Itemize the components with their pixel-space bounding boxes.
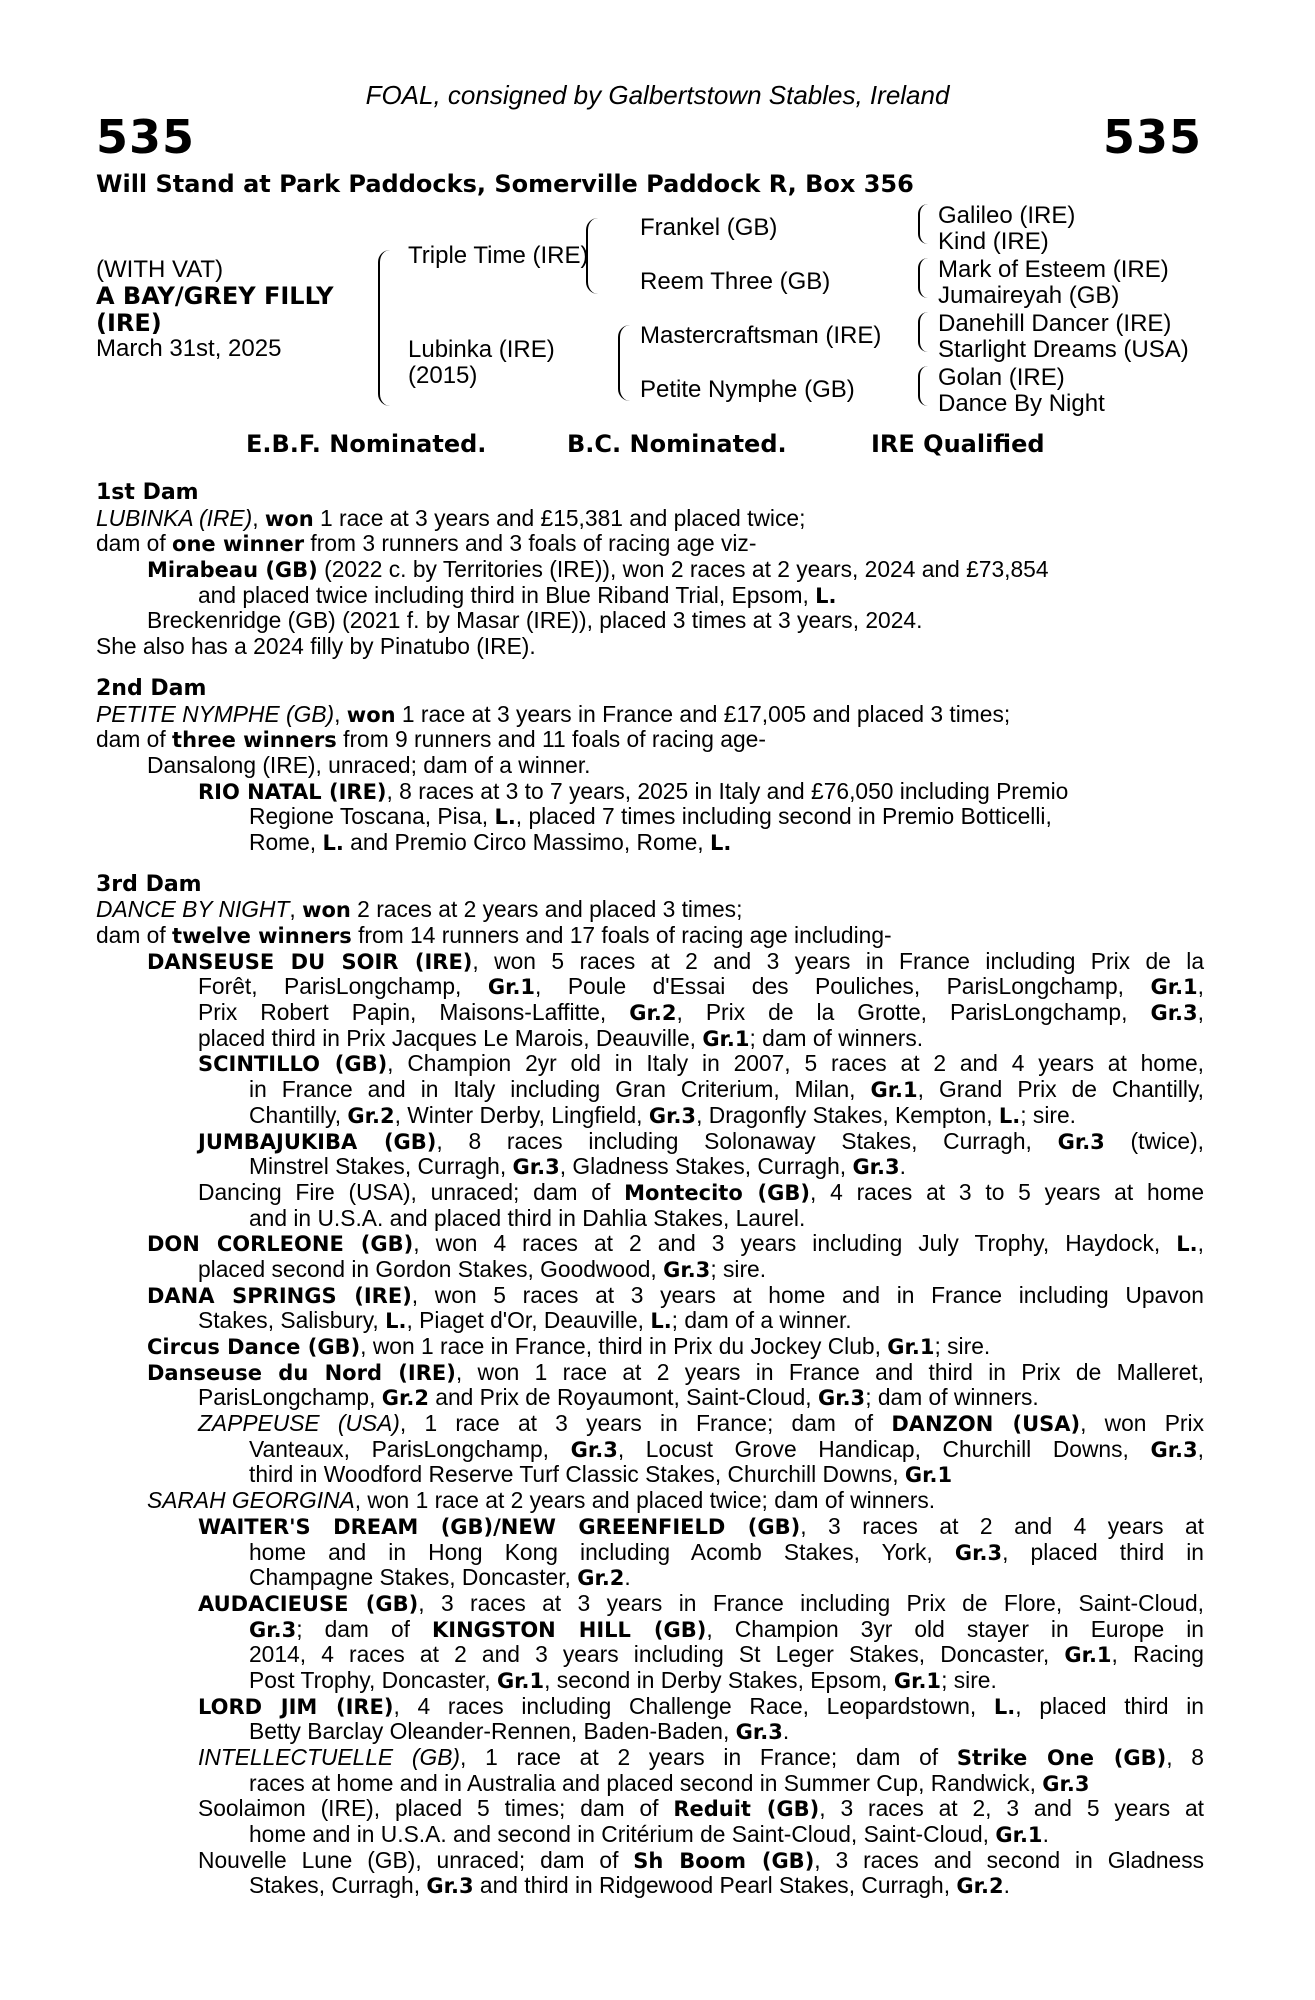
- third-dam-progeny-line: Vanteaux, ParisLongchamp, Gr.3, Locust Grove Handicap, Churchill Downs, Gr.3,: [249, 1435, 1204, 1462]
- third-dam-progeny-line: placed second in Gordon Stakes, Goodwood, Gr.3; sire.: [198, 1255, 767, 1282]
- third-dam-progeny-line: LORD JIM (IRE), 4 races including Challenge Race, Leopardstown, L., placed third in: [198, 1692, 1204, 1719]
- horse-description: A BAY/GREY FILLY: [96, 282, 334, 310]
- third-dam-progeny-line: races at home and in Australia and placed second in Summer Cup, Randwick, Gr.3: [249, 1769, 1090, 1796]
- first-dam-summary: LUBINKA (IRE), won 1 race at 3 years and £15,381 and placed twice;: [96, 504, 806, 531]
- third-dam-progeny-line: Soolaimon (IRE), placed 5 times; dam of Reduit (GB), 3 races at 2, 3 and 5 years at: [198, 1795, 1204, 1822]
- dsd: Starlight Dreams (USA): [938, 336, 1189, 363]
- third-dam-progeny-line: DANSEUSE DU SOIR (IRE), won 5 races at 2 and 3 years in France including Prix de la: [147, 947, 1204, 974]
- first-dam-produce: dam of one winner from 3 runners and 3 foals of racing age viz-: [96, 530, 757, 557]
- third-dam-progeny-line: ZAPPEUSE (USA), 1 race at 3 years in France; dam of DANZON (USA), won Prix: [198, 1410, 1204, 1437]
- third-dam-progeny-line: and in U.S.A. and placed third in Dahlia Stakes, Laurel.: [249, 1204, 806, 1231]
- third-dam-progeny-line: Forêt, ParisLongchamp, Gr.1, Poule d'Essai des Pouliches, ParisLongchamp, Gr.1,: [198, 973, 1205, 1000]
- dd-brace: [918, 366, 928, 406]
- ds-brace: [918, 312, 928, 352]
- dam-dam: Petite Nymphe (GB): [640, 376, 855, 403]
- third-dam-progeny-line: SCINTILLO (GB), Champion 2yr old in Italy in 2007, 5 races at 2 and 4 years at home,: [198, 1050, 1204, 1077]
- sds: Mark of Esteem (IRE): [938, 256, 1169, 283]
- second-dam-heading: 2nd Dam: [96, 675, 207, 701]
- third-dam-progeny-line: Stakes, Salisbury, L., Piaget d'Or, Deauville, L.; dam of a winner.: [198, 1307, 852, 1334]
- ebf-nomination: E.B.F. Nominated.: [246, 430, 487, 458]
- progeny-mirabeau: Mirabeau (GB) (2022 c. by Territories (IRE)), won 2 races at 2 years, 2024 and £73,854: [147, 556, 1049, 583]
- dam-year: (2015): [408, 362, 478, 389]
- third-dam-progeny-line: Circus Dance (GB), won 1 race in France, third in Prix du Jockey Club, Gr.1; sire.: [147, 1333, 991, 1359]
- third-dam-progeny-line: ParisLongchamp, Gr.2 and Prix de Royaumont, Saint-Cloud, Gr.3; dam of winners.: [198, 1384, 1039, 1411]
- dam: Lubinka (IRE): [408, 336, 555, 363]
- third-dam-progeny-line: JUMBAJUKIBA (GB), 8 races including Solonaway Stakes, Curragh, Gr.3 (twice),: [198, 1127, 1205, 1154]
- dam-sire: Mastercraftsman (IRE): [640, 322, 882, 349]
- third-dam-progeny-line: SARAH GEORGINA, won 1 race at 2 years and placed twice; dam of winners.: [147, 1487, 936, 1514]
- dam-brace: [618, 325, 630, 401]
- third-dam-progeny-line: Danseuse du Nord (IRE), won 1 race at 2 years in France and third in Prix de Malleret,: [147, 1358, 1204, 1385]
- lot-number-right: 535: [1102, 110, 1202, 164]
- progeny-dansalong: Dansalong (IRE), unraced; dam of a winner.: [147, 751, 591, 778]
- third-dam-progeny-line: Gr.3; dam of KINGSTON HILL (GB), Champion 3yr old stayer in Europe in: [249, 1615, 1204, 1642]
- sire: Triple Time (IRE): [408, 242, 589, 269]
- third-dam-progeny-line: third in Woodford Reserve Turf Classic Stakes, Churchill Downs, Gr.1: [249, 1461, 953, 1488]
- stand-location: Will Stand at Park Paddocks, Somerville Paddock R, Box 356: [96, 170, 914, 198]
- vat-note: (WITH VAT): [96, 256, 224, 283]
- third-dam-progeny-line: Stakes, Curragh, Gr.3 and third in Ridgewood Pearl Stakes, Curragh, Gr.2.: [249, 1872, 1010, 1899]
- third-dam-progeny-line: home and in U.S.A. and second in Critérium de Saint-Cloud, Saint-Cloud, Gr.1.: [249, 1821, 1049, 1848]
- third-dam-progeny-line: Betty Barclay Oleander-Rennen, Baden-Baden, Gr.3.: [249, 1718, 790, 1745]
- third-dam-progeny-line: in France and in Italy including Gran Criterium, Milan, Gr.1, Grand Prix de Chantilly,: [249, 1076, 1204, 1103]
- third-dam-progeny-line: Minstrel Stakes, Curragh, Gr.3, Gladness Stakes, Curragh, Gr.3.: [249, 1153, 906, 1180]
- lot-number-left: 535: [96, 110, 196, 164]
- third-dam-summary: DANCE BY NIGHT, won 2 races at 2 years and placed 3 times;: [96, 896, 743, 923]
- third-dam-progeny-line: Dancing Fire (USA), unraced; dam of Montecito (GB), 4 races at 3 to 5 years at home: [198, 1178, 1204, 1205]
- progeny-rio-natal-cont2: Rome, L. and Premio Circo Massimo, Rome, L.: [249, 828, 732, 855]
- progeny-mirabeau-cont: and placed twice including third in Blue Riband Trial, Epsom, L.: [198, 581, 837, 608]
- ssd: Kind (IRE): [938, 228, 1049, 255]
- second-dam-summary: PETITE NYMPHE (GB), won 1 race at 3 years in France and £17,005 and placed 3 times;: [96, 700, 1011, 727]
- pedigree-brace: [378, 250, 394, 406]
- third-dam-progeny-line: Nouvelle Lune (GB), unraced; dam of Sh Boom (GB), 3 races and second in Gladness: [198, 1846, 1204, 1873]
- third-dam-heading: 3rd Dam: [96, 871, 202, 897]
- sire-dam: Reem Three (GB): [640, 268, 831, 295]
- ddd: Dance By Night: [938, 390, 1105, 417]
- horse-origin: (IRE): [96, 309, 162, 337]
- third-dam-progeny-line: home and in Hong Kong including Acomb Stakes, York, Gr.3, placed third in: [249, 1538, 1204, 1565]
- third-dam-produce: dam of twelve winners from 14 runners and 17 foals of racing age including-: [96, 922, 892, 948]
- foaling-date: March 31st, 2025: [96, 335, 282, 362]
- third-dam-progeny: [96, 949, 1204, 1899]
- dds: Golan (IRE): [938, 364, 1065, 391]
- third-dam-progeny-line: DANA SPRINGS (IRE), won 5 races at 3 years at home and in France including Upavon: [147, 1281, 1204, 1308]
- third-dam-progeny-line: WAITER'S DREAM (GB)/NEW GREENFIELD (GB), 3 races at 2 and 4 years at: [198, 1512, 1204, 1539]
- dss: Danehill Dancer (IRE): [938, 310, 1172, 337]
- dam-line-body: [96, 480, 1204, 1899]
- first-dam-heading: 1st Dam: [96, 480, 199, 505]
- progeny-breckenridge: Breckenridge (GB) (2021 f. by Masar (IRE)), placed 3 times at 3 years, 2024.: [147, 607, 923, 634]
- sss: Galileo (IRE): [938, 202, 1076, 229]
- third-dam-progeny-line: Prix Robert Papin, Maisons-Laffitte, Gr.2, Prix de la Grotte, ParisLongchamp, Gr.3,: [198, 999, 1204, 1026]
- third-dam-progeny-line: placed third in Prix Jacques Le Marois, Deauville, Gr.1; dam of winners.: [198, 1024, 924, 1051]
- third-dam-progeny-line: Chantilly, Gr.2, Winter Derby, Lingfield, Gr.3, Dragonfly Stakes, Kempton, L.; sire.: [249, 1101, 1077, 1128]
- second-dam-produce: dam of three winners from 9 runners and 11 foals of racing age-: [96, 726, 766, 753]
- third-dam-progeny-line: AUDACIEUSE (GB), 3 races at 3 years in France including Prix de Flore, Saint-Cloud,: [198, 1589, 1204, 1616]
- sire-brace: [586, 218, 598, 294]
- ss-brace: [918, 204, 928, 244]
- third-dam-progeny-line: Champagne Stakes, Doncaster, Gr.2.: [249, 1564, 631, 1591]
- third-dam-progeny-line: DON CORLEONE (GB), won 4 races at 2 and 3 years including July Trophy, Haydock, L.,: [147, 1230, 1204, 1257]
- sire-sire: Frankel (GB): [640, 214, 778, 241]
- third-dam-progeny-line: INTELLECTUELLE (GB), 1 race at 2 years in France; dam of Strike One (GB), 8: [198, 1744, 1204, 1770]
- consignor-line: FOAL, consigned by Galbertstown Stables, Ireland: [365, 80, 950, 110]
- progeny-rio-natal: RIO NATAL (IRE), 8 races at 3 to 7 years, 2025 in Italy and £76,050 including Premio: [198, 777, 1069, 804]
- third-dam-progeny-line: 2014, 4 races at 2 and 3 years including St Leger Stakes, Doncaster, Gr.1, Racing: [249, 1641, 1204, 1668]
- bc-nomination: B.C. Nominated.: [567, 430, 787, 458]
- ire-qualified: IRE Qualified: [871, 430, 1045, 458]
- sdd: Jumaireyah (GB): [938, 282, 1120, 309]
- third-dam-progeny-line: Post Trophy, Doncaster, Gr.1, second in Derby Stakes, Epsom, Gr.1; sire.: [249, 1666, 997, 1693]
- sd-brace: [918, 258, 928, 298]
- progeny-rio-natal-cont1: Regione Toscana, Pisa, L., placed 7 times including second in Premio Botticelli,: [249, 803, 1052, 830]
- first-dam-also: She also has a 2024 filly by Pinatubo (IRE).: [96, 633, 536, 660]
